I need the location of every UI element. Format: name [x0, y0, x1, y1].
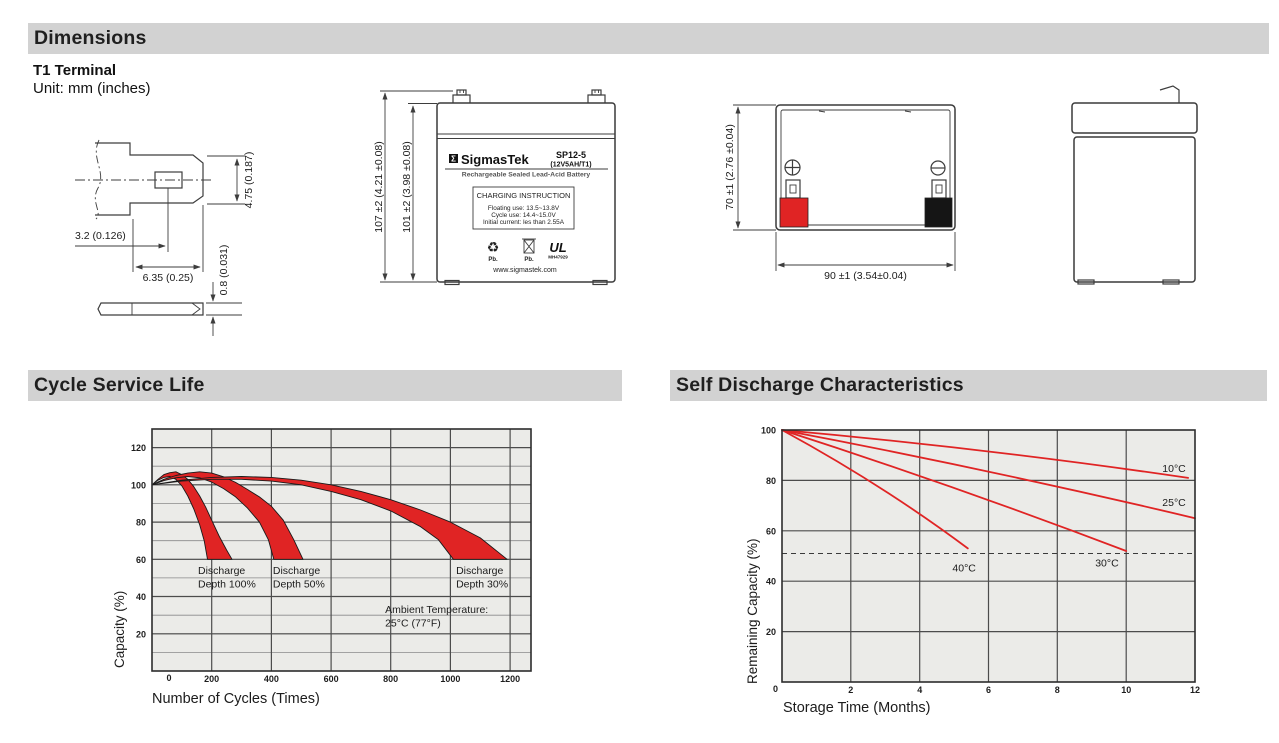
x-tick-label: 1000	[440, 674, 461, 684]
chart-annotation: 10°C	[1162, 462, 1186, 475]
y-tick-label: 120	[130, 443, 146, 454]
x-tick-label: 600	[323, 674, 339, 684]
bin-pb-text: Pb.	[524, 257, 534, 263]
front-terminal-left	[453, 90, 470, 104]
chart-annotation: Ambient Temperature: 25°C (77°F)	[385, 604, 489, 630]
discharge-chart-ylabel: Remaining Capacity (%)	[745, 538, 760, 684]
charging-title: CHARGING INSTRUCTION	[476, 191, 571, 200]
chart-annotation: Discharge Depth 30%	[456, 564, 509, 591]
y-tick-label: 40	[765, 576, 776, 587]
discharge-chart-xlabel: Storage Time (Months)	[783, 700, 931, 716]
chart-annotation: 40°C	[952, 562, 976, 575]
break-line	[95, 140, 100, 219]
rating-text: (12V5AH/T1)	[550, 161, 592, 169]
website-text: www.sigmastek.com	[493, 267, 557, 274]
extension-line	[207, 156, 245, 204]
battery-front-view	[370, 75, 660, 315]
dim-height-label: 70 ±1 (2.76 ±0.04)	[724, 124, 736, 210]
cycle-chart-xlabel: Number of Cycles (Times)	[152, 691, 320, 707]
terminal-tab-bent	[1160, 86, 1179, 103]
chart-annotation: 30°C	[1095, 557, 1119, 570]
y-tick-label: 60	[765, 526, 776, 537]
section-title: Self Discharge Characteristics	[676, 374, 964, 396]
dim-tab-length-label: 6.35 (0.25)	[142, 272, 194, 284]
y-tick-label: 60	[135, 554, 146, 565]
positive-terminal-icon	[785, 160, 800, 175]
section-header-cycle-life	[28, 370, 622, 401]
section-header-self-discharge	[670, 370, 1267, 401]
positive-terminal-block	[780, 198, 808, 227]
section-header-dimensions	[28, 23, 1269, 54]
unit-note: Unit: mm (inches)	[33, 80, 151, 97]
origin-tick-label: 0	[772, 684, 778, 694]
y-tick-label: 80	[765, 475, 776, 486]
origin-tick-label: 0	[166, 673, 172, 683]
negative-terminal-block	[925, 198, 952, 227]
ul-mark-icon: UL	[549, 240, 567, 255]
dim-total-height-label: 107 ±2 (4.21 ±0.08)	[373, 141, 385, 233]
battery-top-view	[715, 75, 1000, 290]
charging-line: Floating use: 13.5~13.8V	[487, 205, 560, 212]
side-lid-outline	[1072, 103, 1197, 133]
y-tick-label: 20	[135, 629, 146, 640]
dim-width-label: 90 ±1 (3.54±0.04)	[824, 270, 907, 282]
sigma-glyph: Σ	[451, 154, 456, 164]
side-body-outline	[1074, 137, 1195, 282]
brand-name: SigmasTek	[461, 152, 529, 167]
terminal-flat-detail	[132, 303, 200, 315]
x-tick-label: 2	[848, 685, 854, 695]
x-tick-label: 1200	[500, 674, 521, 684]
y-tick-label: 80	[135, 517, 146, 528]
ul-file-number: MH47929	[548, 254, 568, 260]
charging-line: Initial current: les than 2.55A	[483, 219, 564, 226]
x-tick-label: 400	[263, 674, 279, 684]
x-tick-label: 4	[917, 685, 923, 695]
battery-type-line: Rechargeable Sealed Lead-Acid Battery	[461, 171, 591, 179]
y-tick-label: 20	[765, 627, 776, 638]
y-tick-label: 40	[135, 592, 146, 602]
dim-case-height-label: 101 ±2 (3.98 ±0.08)	[401, 141, 413, 233]
self-discharge-chart	[720, 420, 1240, 730]
recycle-pb-icon: ♻	[486, 239, 500, 255]
x-tick-label: 12	[1189, 685, 1201, 695]
terminal-side-profile	[95, 143, 203, 215]
dim-hole-label: 3.2 (0.126)	[75, 230, 126, 242]
section-title: Cycle Service Life	[34, 374, 205, 396]
terminal-type-subtitle: T1 Terminal	[33, 62, 117, 79]
section-title: Dimensions	[34, 27, 147, 49]
x-tick-label: 10	[1121, 685, 1132, 695]
charging-line: Cycle use: 14.4~15.0V	[491, 212, 556, 219]
recycle-pb-text: Pb.	[488, 257, 498, 263]
dim-thickness-label: 0.8 (0.031)	[218, 244, 230, 296]
terminal-detail-drawing	[55, 120, 355, 355]
x-tick-label: 8	[1054, 685, 1060, 695]
dim-tab-width-label: 4.75 (0.187)	[243, 151, 255, 209]
y-tick-label: 100	[130, 480, 146, 491]
cycle-chart-ylabel: Capacity (%)	[112, 590, 127, 668]
x-tick-label: 800	[383, 674, 399, 684]
cycle-service-life-chart	[100, 420, 560, 720]
terminal-flat-view	[98, 303, 203, 315]
y-tick-label: 100	[760, 425, 776, 436]
x-tick-label: 200	[204, 674, 220, 684]
chart-annotation: 25°C	[1162, 496, 1186, 509]
x-tick-label: 6	[985, 685, 992, 695]
extension-line	[206, 303, 242, 315]
chart-annotation: Discharge Depth 50%	[272, 564, 325, 591]
battery-side-view	[1060, 75, 1215, 290]
front-terminal-right	[588, 90, 605, 104]
model-number: SP12-5	[555, 150, 587, 160]
chart-annotation: Discharge Depth 100%	[198, 564, 256, 591]
